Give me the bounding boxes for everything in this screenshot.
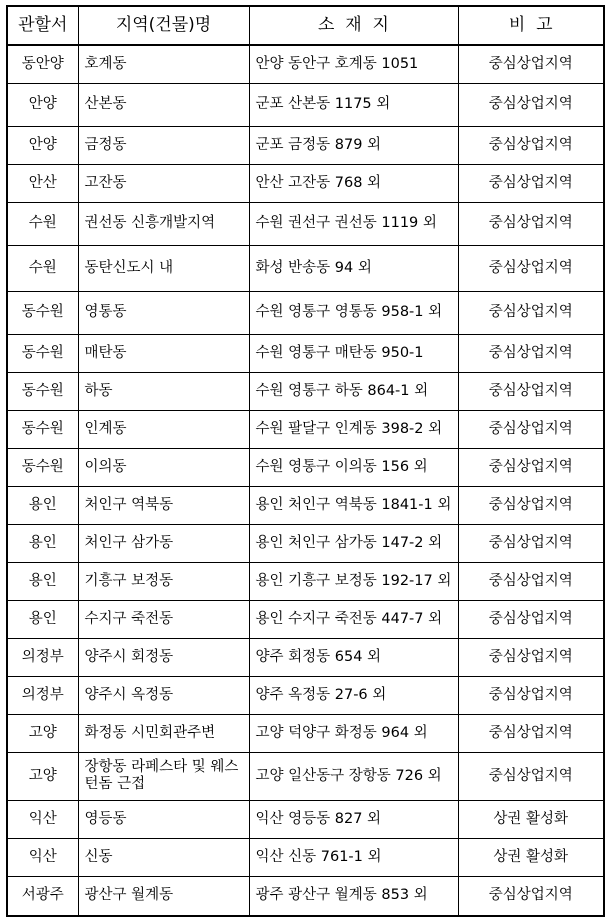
table-row (7, 486, 604, 524)
table-row (7, 638, 604, 676)
table-row (7, 524, 604, 562)
table-row (7, 45, 604, 83)
table-row (7, 372, 604, 410)
header-address: 소 재 지 (249, 6, 458, 45)
cell-station: 익산 (7, 800, 78, 838)
cell-note: 중심상업지역 (458, 638, 604, 676)
cell-address: 고양 일산동구 장항동 726 외 (249, 752, 458, 800)
cell-area: 인계동 (78, 410, 249, 448)
cell-note: 중심상업지역 (458, 126, 604, 164)
cell-station: 동수원 (7, 448, 78, 486)
cell-area: 영등동 (78, 800, 249, 838)
cell-address: 수원 영통구 이의동 156 외 (249, 448, 458, 486)
cell-address: 용인 처인구 역북동 1841-1 외 (249, 486, 458, 524)
cell-address: 양주 옥정동 27-6 외 (249, 676, 458, 714)
cell-station: 안양 (7, 126, 78, 164)
cell-station: 익산 (7, 838, 78, 876)
table-row (7, 164, 604, 202)
cell-note: 중심상업지역 (458, 245, 604, 291)
cell-station: 동수원 (7, 334, 78, 372)
table-row (7, 876, 604, 916)
cell-note: 중심상업지역 (458, 524, 604, 562)
cell-note: 중심상업지역 (458, 676, 604, 714)
cell-area: 권선동 신흥개발지역 (78, 202, 249, 245)
cell-address: 수원 권선구 권선동 1119 외 (249, 202, 458, 245)
cell-address: 양주 회정동 654 외 (249, 638, 458, 676)
cell-address: 수원 영통구 영통동 958-1 외 (249, 291, 458, 334)
cell-note: 상권 활성화 (458, 838, 604, 876)
cell-station: 용인 (7, 562, 78, 600)
cell-address: 군포 금정동 879 외 (249, 126, 458, 164)
cell-note: 중심상업지역 (458, 202, 604, 245)
cell-address: 익산 신동 761-1 외 (249, 838, 458, 876)
cell-area: 양주시 회정동 (78, 638, 249, 676)
cell-station: 안산 (7, 164, 78, 202)
cell-note: 중심상업지역 (458, 562, 604, 600)
cell-area: 장항동 라페스타 및 웨스턴돔 근접 (78, 752, 249, 800)
table-row (7, 714, 604, 752)
cell-note: 중심상업지역 (458, 83, 604, 126)
cell-station: 용인 (7, 524, 78, 562)
table-row (7, 291, 604, 334)
cell-address: 군포 산본동 1175 외 (249, 83, 458, 126)
cell-area: 양주시 옥정동 (78, 676, 249, 714)
cell-station: 동수원 (7, 372, 78, 410)
cell-note: 중심상업지역 (458, 876, 604, 916)
cell-note: 중심상업지역 (458, 752, 604, 800)
table-row (7, 838, 604, 876)
cell-address: 용인 수지구 죽전동 447-7 외 (249, 600, 458, 638)
cell-station: 동안양 (7, 45, 78, 83)
table-row (7, 410, 604, 448)
cell-station: 동수원 (7, 410, 78, 448)
cell-note: 중심상업지역 (458, 291, 604, 334)
cell-area: 매탄동 (78, 334, 249, 372)
cell-area: 신동 (78, 838, 249, 876)
cell-address: 광주 광산구 월계동 853 외 (249, 876, 458, 916)
cell-address: 수원 팔달구 인계동 398-2 외 (249, 410, 458, 448)
table-row (7, 600, 604, 638)
cell-area: 영통동 (78, 291, 249, 334)
cell-area: 동탄신도시 내 (78, 245, 249, 291)
cell-station: 서광주 (7, 876, 78, 916)
cell-note: 중심상업지역 (458, 486, 604, 524)
cell-address: 안양 동안구 호계동 1051 (249, 45, 458, 83)
cell-note: 중심상업지역 (458, 600, 604, 638)
commercial-district-table (6, 5, 605, 917)
cell-station: 용인 (7, 600, 78, 638)
cell-address: 수원 영통구 매탄동 950-1 (249, 334, 458, 372)
cell-area: 광산구 월계동 (78, 876, 249, 916)
cell-area: 이의동 (78, 448, 249, 486)
cell-area: 화정동 시민회관주변 (78, 714, 249, 752)
cell-station: 수원 (7, 202, 78, 245)
cell-area: 산본동 (78, 83, 249, 126)
cell-address: 안산 고잔동 768 외 (249, 164, 458, 202)
table-row (7, 562, 604, 600)
cell-address: 수원 영통구 하동 864-1 외 (249, 372, 458, 410)
cell-area: 처인구 역북동 (78, 486, 249, 524)
header-station: 관할서 (7, 6, 78, 45)
cell-address: 고양 덕양구 화정동 964 외 (249, 714, 458, 752)
cell-note: 중심상업지역 (458, 714, 604, 752)
cell-station: 수원 (7, 245, 78, 291)
cell-address: 용인 처인구 삼가동 147-2 외 (249, 524, 458, 562)
cell-address: 익산 영등동 827 외 (249, 800, 458, 838)
cell-area: 호계동 (78, 45, 249, 83)
cell-area: 수지구 죽전동 (78, 600, 249, 638)
cell-address: 화성 반송동 94 외 (249, 245, 458, 291)
table-row (7, 202, 604, 245)
cell-address: 용인 기흥구 보정동 192-17 외 (249, 562, 458, 600)
cell-station: 고양 (7, 714, 78, 752)
cell-note: 상권 활성화 (458, 800, 604, 838)
header-row (7, 6, 604, 45)
cell-station: 의정부 (7, 676, 78, 714)
table-row (7, 800, 604, 838)
cell-note: 중심상업지역 (458, 164, 604, 202)
header-note: 비 고 (458, 6, 604, 45)
cell-area: 고잔동 (78, 164, 249, 202)
cell-note: 중심상업지역 (458, 334, 604, 372)
cell-note: 중심상업지역 (458, 410, 604, 448)
table-row (7, 83, 604, 126)
cell-note: 중심상업지역 (458, 372, 604, 410)
cell-station: 동수원 (7, 291, 78, 334)
cell-note: 중심상업지역 (458, 448, 604, 486)
table-row (7, 334, 604, 372)
table-row (7, 245, 604, 291)
table-row (7, 126, 604, 164)
cell-station: 안양 (7, 83, 78, 126)
cell-area: 처인구 삼가동 (78, 524, 249, 562)
cell-note: 중심상업지역 (458, 45, 604, 83)
cell-area: 기흥구 보정동 (78, 562, 249, 600)
cell-area: 하동 (78, 372, 249, 410)
table-row (7, 448, 604, 486)
cell-station: 의정부 (7, 638, 78, 676)
cell-station: 고양 (7, 752, 78, 800)
table-row (7, 676, 604, 714)
header-area: 지역(건물)명 (78, 6, 249, 45)
cell-station: 용인 (7, 486, 78, 524)
cell-area: 금정동 (78, 126, 249, 164)
table-row (7, 752, 604, 800)
